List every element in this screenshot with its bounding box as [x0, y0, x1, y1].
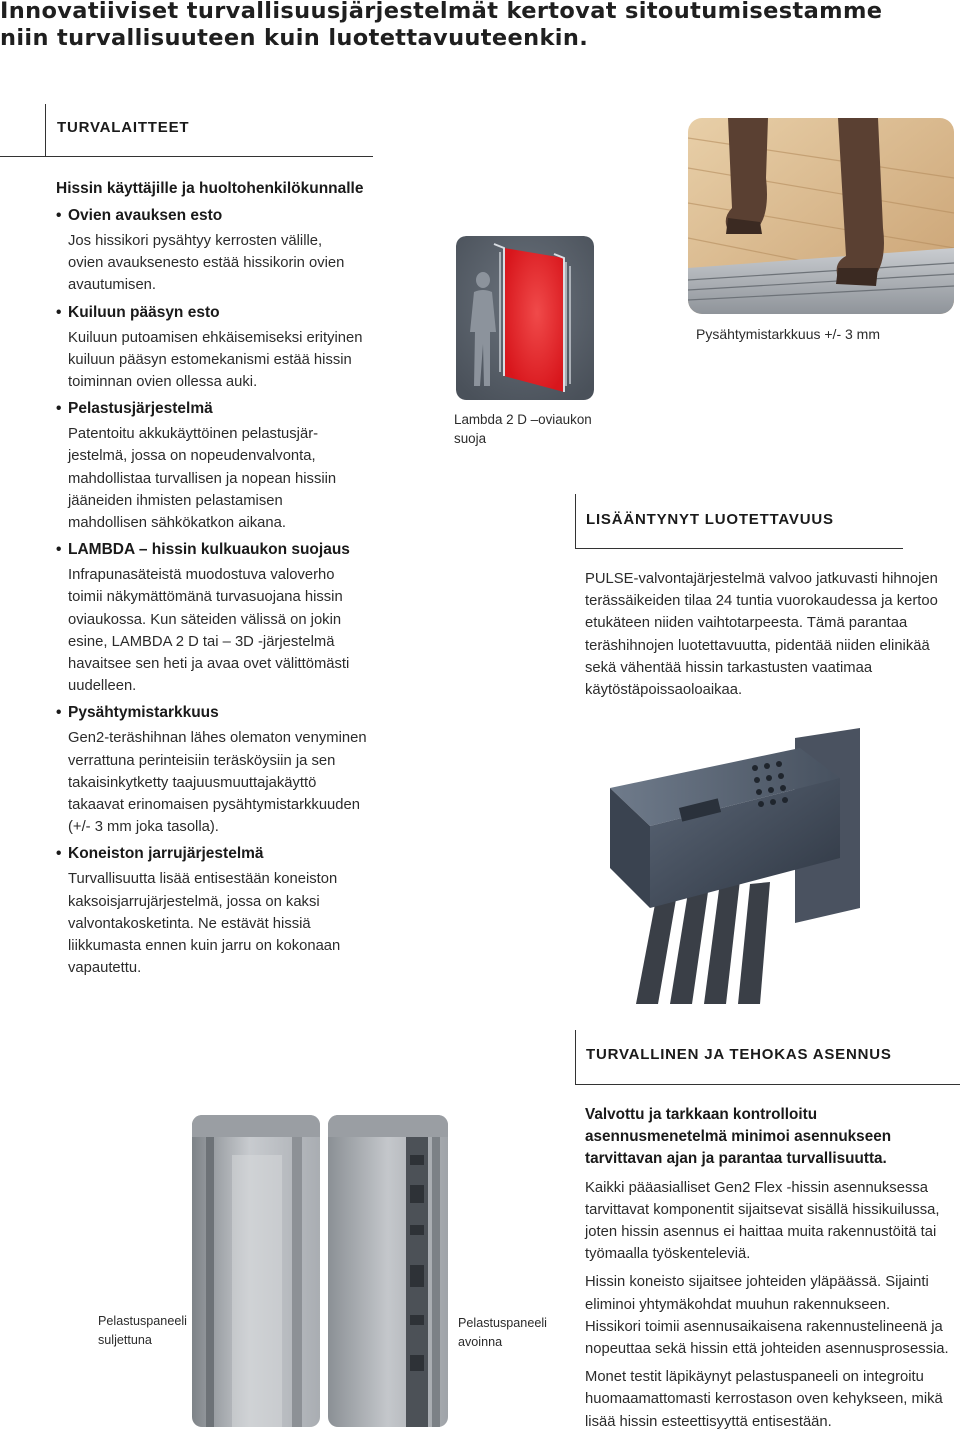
- floor-threshold-image: [688, 118, 954, 314]
- list-item-title: • Ovien avauksen esto: [56, 207, 223, 224]
- asennus-paragraph-3: Monet testit läpikäynyt pelastuspaneeli on integroitu huomaamattomasti kerrostason oven kehykseen, mikä lisää hissin esteettisyyttä entisestään.: [585, 1369, 943, 1430]
- stopping-accuracy-caption: Pysähtymistarkkuus +/- 3 mm: [696, 326, 880, 342]
- section-heading-turvalaitteet: TURVALAITTEET: [57, 119, 190, 136]
- headline-line-1: Innovatiiviset turvallisuusjärjestelmät kertovat sitoutumisestamme: [0, 0, 883, 24]
- list-item-body: Infrapunasäteistä muodostuva valoverho toimii näkymättömänä turvasuojana hissin oviaukossa. Kun säteiden välissä on jokin esine, LAMBDA 2 D tai – 3D -järjestelmä havaitsee sen heti ja avaa ovet välittömästi uudelleen.: [68, 567, 350, 695]
- list-item: [56, 302, 386, 394]
- list-item-body: Jos hissikori pysähtyy kerrosten välille, ovien avauksenesto estää hissikorin ovien avautumisen.: [68, 233, 345, 294]
- section-rule-vertical: [45, 104, 46, 156]
- asennus-paragraph-2: Hissin koneisto sijaitsee johteiden yläpäässä. Sijainti eliminoi yhtymäkohdat muuhun rakennukseen. Hissikori toimii asennusaikaisena rakennustelineenä ja nopeuttaa sekä hissin että johteiden asennusprosessia.: [585, 1274, 949, 1358]
- list-item: [56, 843, 386, 979]
- pulse-device-photo: [540, 708, 920, 1004]
- asennus-content: [585, 1104, 957, 1433]
- rescue-panel-closed-photo: [192, 1115, 320, 1427]
- list-item-title: • Pelastusjärjestelmä: [56, 400, 213, 418]
- panel-closed-caption: Pelastuspaneeli suljettuna: [98, 1314, 187, 1347]
- rescue-panel-open-photo: [328, 1115, 448, 1427]
- list-item-body: Patentoitu akkukäyttöinen pelastusjär- jestelmä, jossa on nopeudenvalvonta, mahdollistaa turvallisen ja nopean hissiin jääneiden ihmisten pelastamisen mahdollisen sähkökatkon aikana.: [68, 426, 337, 532]
- turvalaitteet-subheading: Hissin käyttäjille ja huoltohenkilökunnalle: [56, 180, 364, 197]
- section-rule-horizontal: [575, 548, 903, 549]
- section-rule-horizontal: [0, 156, 373, 157]
- section-rule-vertical: [575, 494, 576, 548]
- list-item: [56, 702, 386, 838]
- asennus-paragraph-1: Kaikki pääasialliset Gen2 Flex -hissin asennuksessa tarvittavat komponentit sijaitsevat sisällä hissikuilussa, joten hissin asennus ei haittaa muita rakennustöitä tai työmaalla työskenteleviä.: [585, 1179, 940, 1263]
- lambda-illustration: [456, 236, 594, 400]
- turvalaitteet-content: [56, 178, 386, 979]
- panel-open-caption: Pelastuspaneeli avoinna: [458, 1316, 547, 1349]
- section-rule-horizontal: [575, 1084, 960, 1085]
- list-item: [56, 398, 386, 534]
- lambda-caption: Lambda 2 D –oviaukon suoja: [454, 412, 592, 446]
- rescue-panel-open-image: [328, 1115, 448, 1427]
- luotettavuus-body: PULSE-valvontajärjestelmä valvoo jatkuvasti hihnojen terässäikeiden tilaa 24 tuntia vuorokaudessa ja kertoo etukäteen niiden vaihtotarpeesta. Tämä parantaa teräshihnojen luotettavuutta, pidentää niiden elinikää sekä vähentää hissin tarkastusten vaatimaa käytöstäpoissaoloaikaa.: [585, 571, 938, 699]
- lambda-pictogram: [456, 236, 594, 400]
- section-heading-luotettavuus: LISÄÄNTYNYT LUOTETTAVUUS: [586, 511, 834, 528]
- list-item-title: • LAMBDA – hissin kulkuaukon suojaus: [56, 541, 350, 559]
- list-item-body: Turvallisuutta lisää entisestään koneiston kaksoisjarrujärjestelmä, jossa on kaksi valvontakosketinta. Ne estävät hissiä liikkumasta ennen kuin jarru on kokonaan vapautettu.: [68, 871, 341, 977]
- page-headline: [0, 0, 960, 52]
- headline-line-2: niin turvallisuuteen kuin luotettavuuteenkin.: [0, 25, 589, 51]
- asennus-lead: Valvottu ja tarkkaan kontrolloitu asennusmenetelmä minimoi asennukseen tarvittavan ajan ja parantaa turvallisuutta.: [585, 1106, 892, 1168]
- list-item-title: • Pysähtymistarkkuus: [56, 704, 219, 722]
- stopping-accuracy-photo: [688, 118, 954, 314]
- list-item-body: Kuiluun putoamisen ehkäisemiseksi erityinen kuiluun pääsyn estomekanismi estää hissin toiminnan ovien ollessa auki.: [68, 329, 363, 391]
- list-item-title: • Kuiluun pääsyn esto: [56, 303, 220, 321]
- list-item-title: • Koneiston jarrujärjestelmä: [56, 845, 264, 863]
- section-heading-asennus: TURVALLINEN JA TEHOKAS ASENNUS: [586, 1046, 892, 1063]
- list-item-body: Gen2-teräshihnan lähes olematon venyminen verrattuna perinteisiin teräsköysiin ja sen takaisinkytketty taajuusmuuttajakäyttö takaavat erinomaisen pysähtymistarkkuuden (+/- 3 mm joka tasolla).: [68, 730, 367, 836]
- rescue-panel-closed-image: [192, 1115, 320, 1427]
- pulse-device-image: [540, 708, 920, 1004]
- list-item: [56, 539, 386, 697]
- section-rule-vertical: [575, 1030, 576, 1084]
- list-item: [56, 205, 386, 297]
